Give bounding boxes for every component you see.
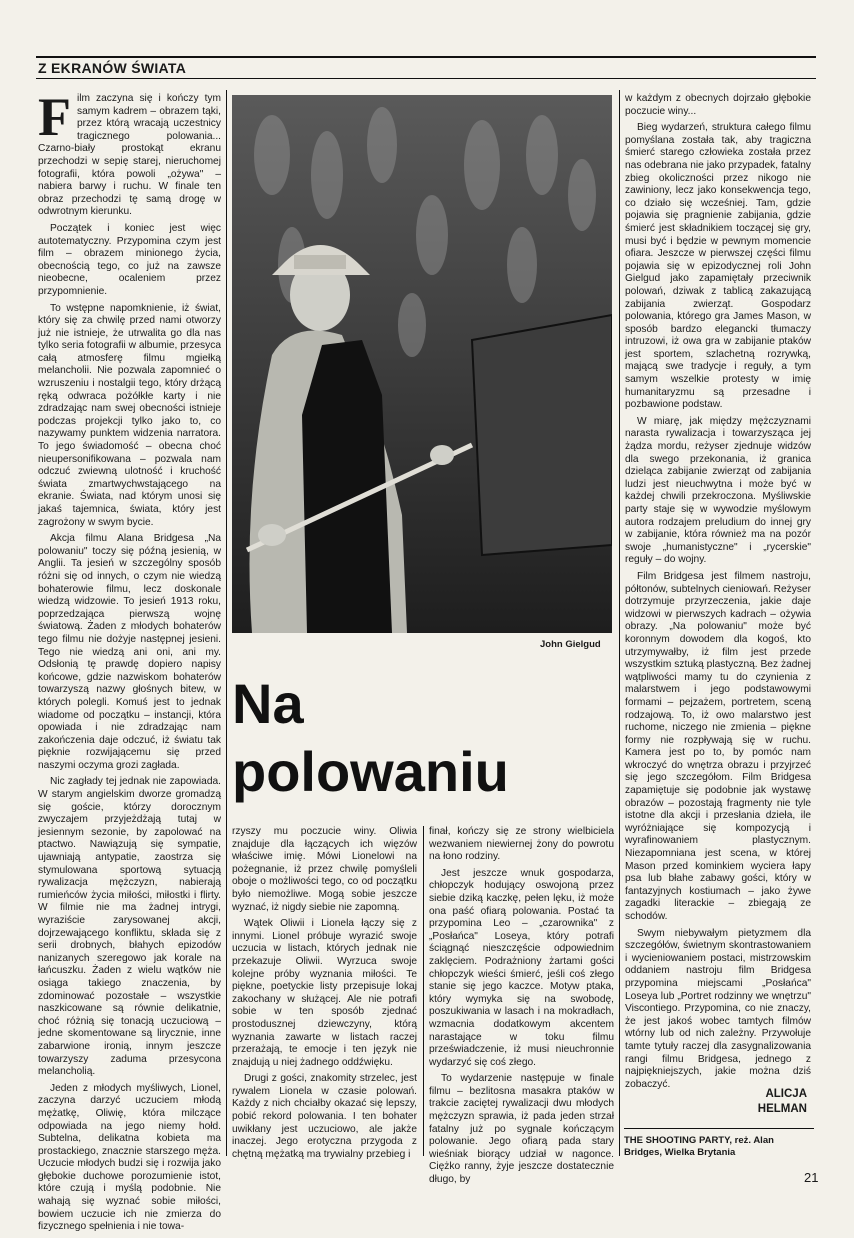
column-1	[38, 87, 221, 1238]
paragraph: Bieg wydarzeń, struktura całego filmu pomyślana została tak, aby tragiczna śmierć starego człowieka została przez nas odebrana nie jako przypadek, fatalny zbieg okoliczności przez nikogo nie zawiniony, lecz jako konsekwencja tego, co działo się wcześniej. Tam, gdzie pojawia się pragnienie zabijania, gdzie śmierć jest składnikiem toczącej się gry, musi być i będzie w pewnym momencie ofiara. Jeszcze w pierwszej części filmu pojawia się w epizodycznej roli John Gielgud jako zapamiętały przeciwnik polowań, dziwak z tablicą zakazującą zabijania zwierząt. Gospodarz polowania, którego gra James Mason, w sposób bardzo elegancki tłumaczy intruzowi, iż owa gra w zabijanie ptaków jest sportem, szlachetną rozrywką, mającą swe tradycje i reguły, a tym samym wszelkie protesty w imię humanitaryzmu są przesadne i pozbawione podstaw.	[625, 122, 811, 411]
author-line-2: HELMAN	[757, 1103, 807, 1115]
paragraph: Jeden z młodych myśliwych, Lionel, zaczyna darzyć uczuciem młodą mężatkę, Oliwię, która milczące odpowiada na jego niemy hołd. Subtelna, delikatna kobieta ma prostackiego, znacznie starszego męża. Uczucie młodych budzi się i rozwija jako głębokie duchowe porozumienie istot, które czują i myślą podobnie. Nie wahają się wyznać sobie miłości, bowiem uczucie ich nie zmierza do fizycznego spełnienia i nie towa-	[38, 1082, 221, 1233]
paragraph: w każdym z obecnych dojrzało głębokie poczucie winy...	[625, 93, 811, 117]
paragraph: W miarę, jak między mężczyznami narasta rywalizacja i towarzysząca jej żądza mordu, reżyser zjednuje widzów dla swego przekonania, iż granica dzieląca zabijanie zwierząt od zabijania ludzi jest nieuchwytna i może być w każdej chwili przekroczona. Myśliwskie party staje się w wywodzie myślowym autora rodzajem preludium do innej gry w zabijanie, która również ma na pozór swoje „humanistyczne" i „rycerskie" reguły – do wojny.	[625, 415, 811, 566]
paragraph: Drugi z gości, znakomity strzelec, jest rywalem Lionela w czasie polowań. Każdy z nich chciałby okazać się lepszy, pobić rekord polowania. I ten bohater uwikłany jest uczuciowo, ale jakże inaczej. Jego erotyczna przygoda z chętną mężatką ma trywialny przebieg i	[232, 1073, 417, 1160]
author-line-1: ALICJA	[765, 1088, 807, 1100]
column-4	[625, 93, 811, 1095]
section-title: Z EKRANÓW ŚWIATA	[38, 60, 187, 76]
top-rule-thin	[36, 78, 816, 79]
paragraph: Początek i koniec jest więc autotematyczny. Przypomina czym jest film – obrazem minionego życia, obecnością tego, co już na zawsze nieobecne, ocaleniem przez przypomnienie.	[38, 222, 221, 297]
paragraph: finał, kończy się ze strony wielbiciela wezwaniem niewiernej żony do powrotu na łono rodziny.	[429, 826, 614, 863]
column-3	[429, 826, 614, 1191]
photo-caption: John Gielgud	[540, 639, 601, 650]
column-divider	[226, 90, 227, 1156]
headline-line-1: Na	[232, 672, 304, 735]
paragraph: Wątek Oliwii i Lionela łączy się z innymi. Lionel próbuje wyrazić swoje uczucia w listach, których jednak nie przekazuje Oliwii. Wyrzuca swoje kolejne próby wyznania miłości. Te piękne, poetyckie listy przepisuje lokaj zakochany w służącej. Ale nie potrafi sobie w ten sposób zjednać prostodusznej dziewczyny, którą wyznania zawarte w listach raczej przerażają, te emocje i ten język nie znajdują u niej żadnego oddźwięku.	[232, 918, 417, 1068]
column-2	[232, 826, 417, 1165]
column-divider	[619, 90, 620, 1156]
paragraph-text: ilm zaczyna się i kończy tym samym kadrem – obrazem tąki, przez którą wracają uczestnicy tragicznego polowania... Czarno-biały prostokąt ekranu przechodzi w sepię starej, nieruchomej fotografii, która powoli „ożywa" – nabiera barwy i ruchu. W finale ten obraz przechodzi tę samą drogę w odwrotnym kierunku.	[38, 93, 221, 218]
headline-line-2: polowaniu	[232, 740, 509, 803]
author-name	[735, 1087, 807, 1117]
paragraph: To wstępne napomknienie, iż świat, który się za chwilę przed nami otworzy już nie istnieje, że utrwalita go dla nas tylko seria fotografii w albumie, przesyca całą atmosferę filmu mgiełką melancholii. Nie pozwala zapomnieć o wzruszeniu i nostalgii tego, który drżącą ręką odwraca pożółkłe karty i nie zdradzając nam swej obecności istnieje podczas projekcji tylko jako to, co nazywamy punktem widzenia narratora. To jego świadomość – obecna choć nieupersonifikowana – pozwala nam odczuć zwiewną ulotność i kruchość świata zmartwychwstającego na ekranie. Świata, nad którym unosi się jakaś tajemnica, świata, który jest zagrożony w swym bycie.	[38, 302, 221, 528]
credits-rule	[624, 1128, 814, 1129]
paragraph: Swym niebywałym pietyzmem dla szczegółów, świetnym skontrastowaniem i wycieniowaniem postaci, mistrzowskim oddaniem nastroju film Bridgesa przypomina miejscami „Posłańca" Loseya lub „Portret rodzinny we wnętrzu" Viscontiego. Przypomina, co nie znaczy, że jest jakoś wobec tamtych filmów wtórny lub od nich zależny. Przywołuje tamte tytuły raczej dla zasygnalizowania rangi filmu Bridgesa, jednego z najpiękniejszych, jakie można dziś zobaczyć.	[625, 927, 811, 1090]
photo-illustration	[232, 95, 612, 633]
drop-cap: F	[38, 87, 71, 147]
paragraph: Akcja filmu Alana Bridgesa „Na polowaniu" toczy się późną jesienią, w Anglii. Ta jesień w szczególny sposób różni się od innych, o czym nie wiedzą bohaterowie filmu, lecz doskonale wiedzą widzowie. To jesień 1913 roku, poprzedzająca pierwszą wojnę światową. Żaden z młodych bohaterów tego filmu nie dożyje następnej jesieni. Tego nie wiedzą ani oni, ani my. Odsłonią tę prawdę dopiero napisy końcowe, gdzie nazwiskom bohaterów towarzyszą nazwy głośnych bitew, w których polegli. Komuś jest to jednak wiadome od początku – instancji, która opowiada i nie zdradzając nam zakończenia daje odczuć, iż światu tak pięknie rozwijającemu się przed naszymi oczyma grozi zagłada.	[38, 533, 221, 771]
paragraph: To wydarzenie następuje w finale filmu – bezlitosna masakra ptaków w trakcie zaciętej rywalizacji dwu młodych mężczyzn sprawia, iż pada jeden strzał fatalny już po sygnale kończącym polowanie. Jego ofiarą pada stary wieśniak biorący udział w nagonce. Ciężko ranny, żyje jeszcze dostatecznie długo, by	[429, 1073, 614, 1186]
paragraph: Nic zagłady tej jednak nie zapowiada. W starym angielskim dworze gromadzą się goście, którzy dorocznym zwyczajem przyjeżdżają tutaj w jesiennym sezonie, by zapolować na ptactwo. Nawiązują się sympatie, ujawniają antypatie, zaostrza się stymulowana sportową sytuacją rywalizacja mężczyzn, nabierają rumieńców życia miłości, miłostki i flirty. W filmie nie ma żadnej intrygi, wyraziście zarysowanej akcji, dojrzewającego konfliktu, składa się z serii drobnych, błahych epizodów nanizanych szeregowo jak korale na łańcuszku. Żaden z wielu wątków nie osiąga takiego znaczenia, by zdominować pozostałe – wszystkie naszkicowane są równie delikatnie, choć różnią się tonacją uczuciową – jedne skomentowane są lirycznie, inne zabarwione ironią, innym jeszcze towarzyszy zaduma przesycona melancholią.	[38, 776, 221, 1078]
paragraph	[38, 87, 221, 219]
paragraph: Jest jeszcze wnuk gospodarza, chłopczyk hodujący oswojoną przez siebie dziką kaczkę, pełen lęku, iż może ona paść ofiarą polowania. Postać ta przypomina Leo – „czarownika" z „Posłańca" Loseya, który potrafi ściągnąć nieszczęście odpowiednim zaklęciem. Podrażniony żartami gości chłopczyk wieści śmierć, jeśli coś złego stanie się jego kaczce. Motyw ptaka, który wymyka się na swobodę, poszukiwania w lasach i na mokradłach, wzmacnia dodatkowym akcentem narastające w toku filmu przeświadczenie, iż musi nieuchronnie wydarzyć się coś złego.	[429, 867, 614, 1068]
paragraph: rzyszy mu poczucie winy. Oliwia znajduje dla łączących ich więzów właściwe imię. Mówi Lionelowi na pożegnanie, iż przez chwilę pomyśleli oboje o możliwości tego, co od początku było niemożliwe. Mogą sobie jeszcze wyznać, iż nigdy siebie nie zapomną.	[232, 826, 417, 913]
page-number: 21	[804, 1170, 819, 1185]
column-divider	[423, 826, 424, 1156]
film-credits: THE SHOOTING PARTY, reż. Alan Bridges, Wielka Brytania	[624, 1135, 774, 1158]
photo-john-gielgud	[232, 95, 612, 633]
paragraph: Film Bridgesa jest filmem nastroju, półtonów, subtelnych cieniowań. Reżyser dotrzymuje przyrzeczenia, jakie daje widzowi w pierwszych kadrach – ożywia obrazy. „Na polowaniu" może być koronnym dowodem dla kogoś, kto utrzymywałby, iż film jest przede wszystkim sztuką plastyczną. Bez żadnej wątpliwości mamy tu do czynienia z malarstwem i jego podstawowymi formami – pejzażem, portretem, sceną rodzajową. To, iż owo malarstwo jest ruchome, niczego nie zmienia – piękne formy nie rozpływają się w ruchu. Kamera jest po to, by pomóc nam wkroczyć do wnętrza obrazu i przyjrzeć się jego szczegółom. Film Bridgesa zapamiętuje się podobnie jak wystawę obrazów – pozostają fragmenty nie tyle istotne dla akcji i przesłania dzieła, ile wyróżniające się kompozycją i wyrafinowaniem plastycznym. Niezapomniana jest scena, w której Mason przed kominkiem wyciera łapy psa lub błahe zabawy gości, który w fantazyjnych kostiumach – jako żywe zagadki literackie – zbiegają ze schodów.	[625, 570, 811, 922]
top-rule-thick	[36, 56, 816, 58]
